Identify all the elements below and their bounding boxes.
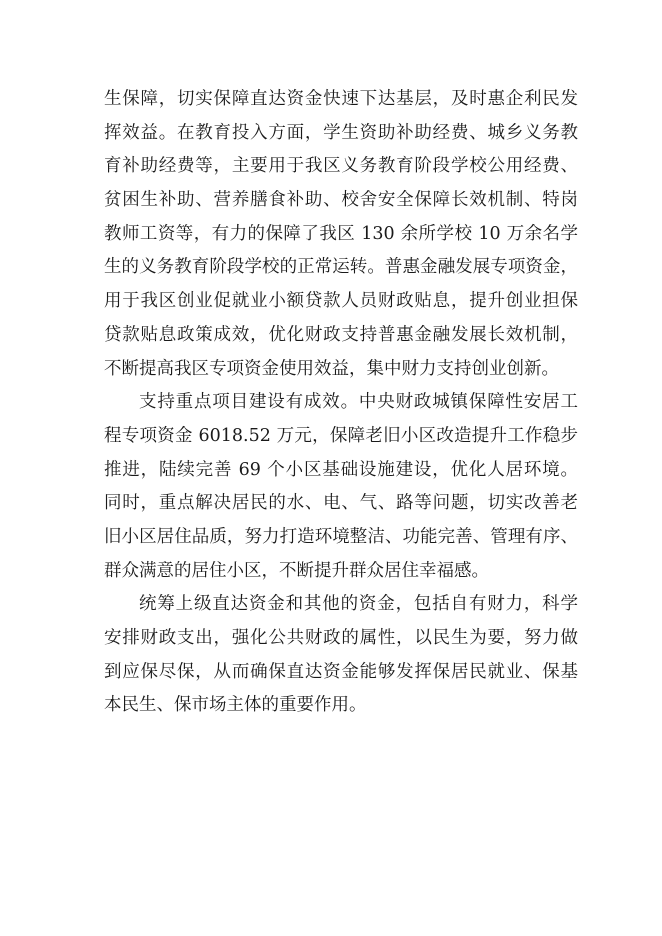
text-line: 同时，重点解决居民的水、电、气、路等问题，切实改善老 [104,493,578,514]
text-line: 不断提高我区专项资金使用效益，集中财力支持创业创新。 [104,358,559,379]
text-line: 生的义务教育阶段学校的正常运转。普惠金融发展专项资金， [104,257,578,278]
body-text [104,83,578,723]
text-line: 教师工资等，有力的保障了我区 130 余所学校 10 万余名学 [104,223,578,244]
text-line: 旧小区居住品质，努力打造环境整洁、功能完善、管理有序、 [104,526,578,547]
text-line: 程专项资金 6018.52 万元，保障老旧小区改造提升工作稳步 [104,425,578,446]
paragraph-first-line: 统筹上级直达资金和其他的资金，包括自有财力，科学 [139,594,578,615]
text-line: 用于我区创业促就业小额贷款人员财政贴息，提升创业担保 [104,291,578,312]
text-line: 育补助经费等，主要用于我区义务教育阶段学校公用经费、 [104,156,578,177]
text-line: 本民生、保市场主体的重要作用。 [104,695,367,716]
text-line: 挥效益。在教育投入方面，学生资助补助经费、城乡义务教 [104,122,578,143]
text-line: 贫困生补助、营养膳食补助、校舍安全保障长效机制、特岗 [104,190,578,211]
text-line: 安排财政支出，强化公共财政的属性，以民生为要，努力做 [104,628,578,648]
text-line: 贷款贴息政策成效，优化财政支持普惠金融发展长效机制， [104,324,578,345]
text-line: 群众满意的居住小区，不断提升群众居住幸福感。 [104,560,489,581]
text-line: 推进，陆续完善 69 个小区基础设施建设，优化人居环境。 [104,459,578,480]
paragraph-first-line: 支持重点项目建设有成效。中央财政城镇保障性安居工 [139,392,578,413]
text-line: 到应保尽保，从而确保直达资金能够发挥保居民就业、保基 [104,661,578,682]
text-line: 生保障，切实保障直达资金快速下达基层，及时惠企利民发 [104,89,578,109]
